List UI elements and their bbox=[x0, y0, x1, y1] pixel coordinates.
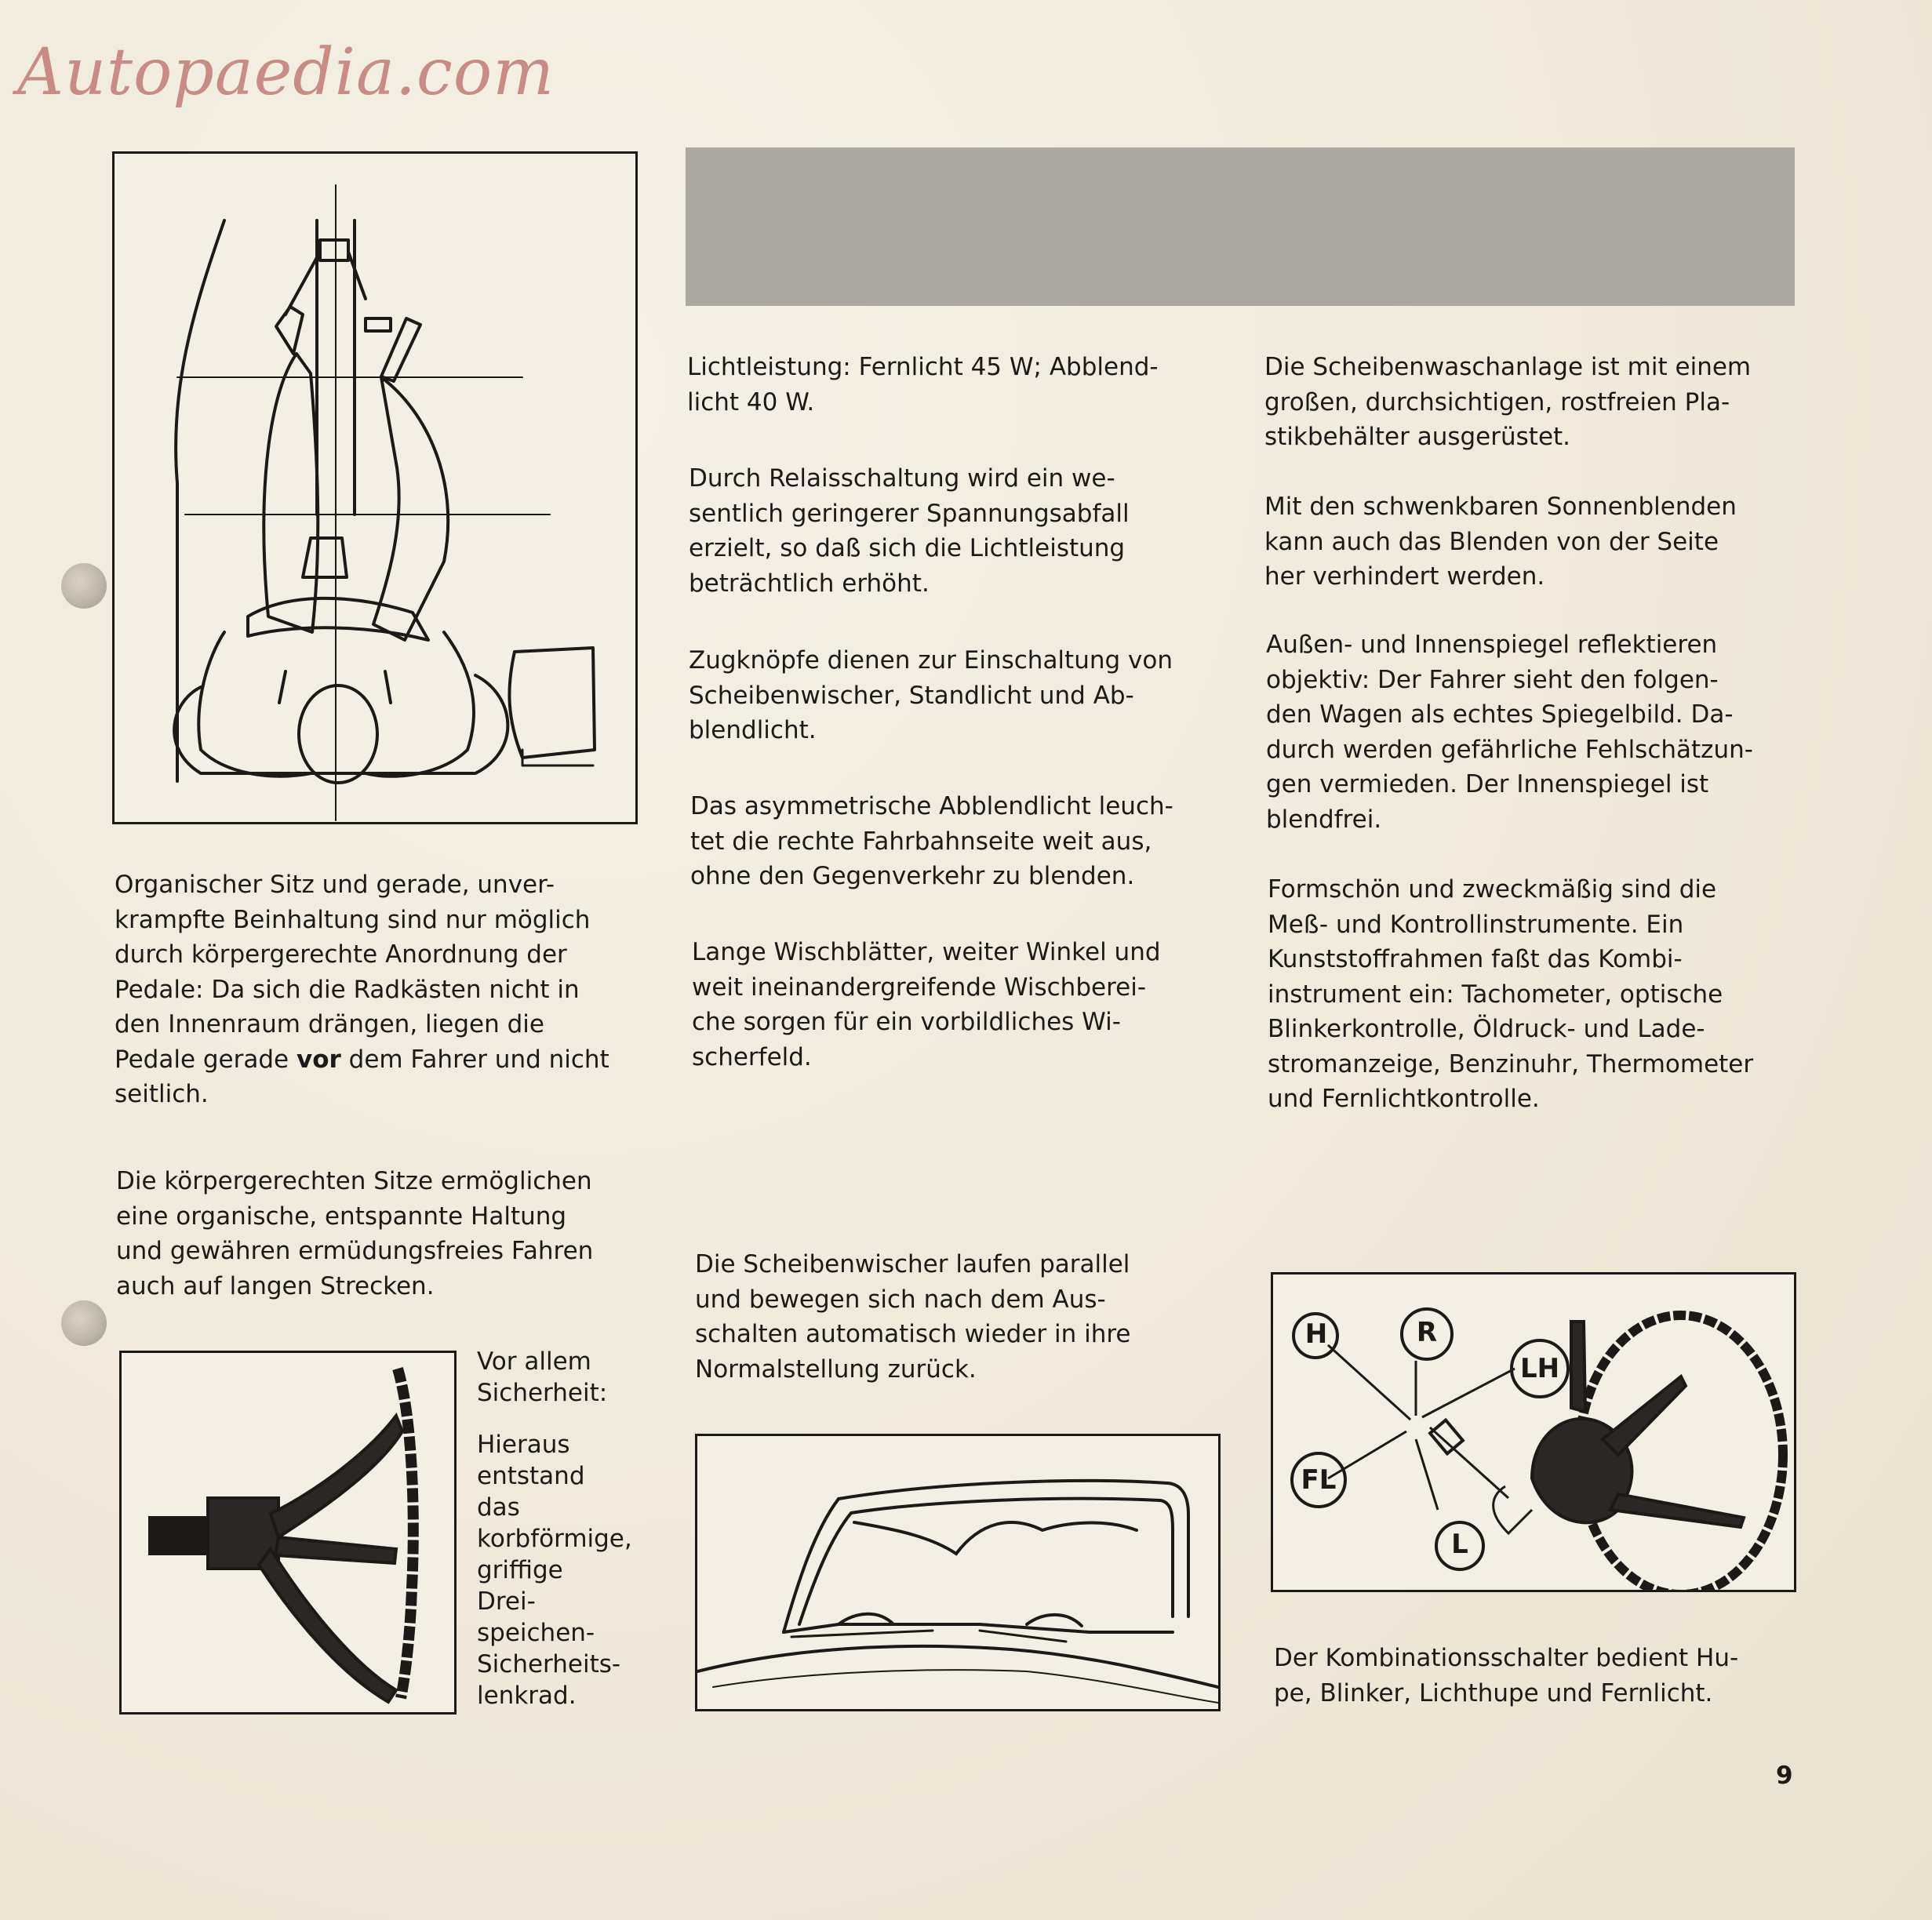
header-bar bbox=[686, 147, 1795, 306]
steering-wheel-illustration bbox=[119, 1351, 457, 1715]
safety-text: Hieraus entstand das korbförmige, griffige Drei- speichen- Sicherheits- lenkrad. bbox=[477, 1431, 632, 1710]
seats-paragraph: Die körpergerechten Sitze ermöglichen eine organische, entspannte Haltung und gewähren ermüdungsfreies Fahren auch auf langen Strecken. bbox=[116, 1167, 594, 1300]
seating-caption-end: dem Fahrer und nicht seitlich. bbox=[115, 1045, 609, 1108]
asym-paragraph: Das asymmetrische Abblendlicht leuch- tet die rechte Fahrbahnseite weit aus, ohne den Gegenverkehr zu blenden. bbox=[690, 792, 1173, 890]
seating-caption-bold: vor bbox=[296, 1045, 341, 1074]
knobs-paragraph: Zugknöpfe dienen zur Einschaltung von Scheibenwischer, Standlicht und Ab- blendlicht. bbox=[689, 646, 1173, 744]
seating-drawing bbox=[115, 154, 635, 822]
combination-switch-illustration bbox=[1271, 1272, 1796, 1592]
seating-caption bbox=[115, 867, 640, 1112]
seating-caption-text: Organischer Sitz und gerade, unver- krampfte Beinhaltung sind nur möglich durch körpergerechte Anordnung der Pedale: Da sich die Radkästen nicht in den Innenraum drängen, liegen die Pedale gerade bbox=[115, 871, 591, 1074]
washer-paragraph: Die Scheibenwaschanlage ist mit einem großen, durchsichtigen, rostfreien Pla- stikbehälter ausgerüstet. bbox=[1264, 353, 1752, 451]
switch-label-h: H bbox=[1304, 1318, 1328, 1350]
switch-label-fl: FL bbox=[1301, 1464, 1337, 1496]
switch-caption: Der Kombinationsschalter bedient Hu- pe, Blinker, Lichthupe und Fernlicht. bbox=[1274, 1644, 1739, 1707]
parallel-paragraph: Die Scheibenwischer laufen parallel und bewegen sich nach dem Aus- schalten automatisch wieder in ihre Normalstellung zurück. bbox=[695, 1250, 1131, 1384]
windscreen-illustration bbox=[695, 1434, 1221, 1711]
windscreen-drawing bbox=[697, 1436, 1218, 1709]
switch-label-lh: LH bbox=[1519, 1353, 1560, 1384]
lights-paragraph: Lichtleistung: Fernlicht 45 W; Abblend- licht 40 W. bbox=[687, 353, 1159, 416]
punch-hole bbox=[61, 563, 107, 609]
sunvisor-paragraph: Mit den schwenkbaren Sonnenblenden kann auch das Blenden von der Seite her verhindert werden. bbox=[1264, 493, 1737, 591]
page-number: 9 bbox=[1776, 1762, 1793, 1790]
mirrors-paragraph: Außen- und Innenspiegel reflektieren objektiv: Der Fahrer sieht den folgen- den Wagen als echtes Spiegelbild. Da- durch werden gefährliche Fehlschätzun- gen vermieden. Der Innenspiegel ist blendfrei. bbox=[1266, 631, 1753, 834]
safety-heading: Vor allem Sicherheit: bbox=[477, 1347, 608, 1407]
seating-illustration bbox=[112, 151, 638, 824]
switch-label-r: R bbox=[1416, 1317, 1438, 1348]
relay-paragraph: Durch Relaisschaltung wird ein we- sentlich geringerer Spannungsabfall erzielt, so daß sich die Lichtleistung beträchtlich erhöht. bbox=[689, 464, 1130, 598]
steering-wheel-drawing bbox=[122, 1353, 454, 1712]
combination-switch-drawing bbox=[1273, 1275, 1794, 1590]
instruments-paragraph: Formschön und zweckmäßig sind die Meß- und Kontrollinstrumente. Ein Kunststoffrahmen faßt das Kombi- instrument ein: Tachometer, optische Blinkerkontrolle, Öldruck- und Lade- stromanzeige, Benzinuhr, Thermometer und Fernlichtkontrolle. bbox=[1268, 875, 1754, 1113]
watermark: Autopaedia.com bbox=[17, 35, 555, 110]
switch-label-l: L bbox=[1451, 1529, 1468, 1560]
punch-hole bbox=[61, 1300, 107, 1346]
wipers-paragraph: Lange Wischblätter, weiter Winkel und weit ineinandergreifende Wischberei- che sorgen für ein vorbildliches Wi- scherfeld. bbox=[692, 938, 1161, 1071]
